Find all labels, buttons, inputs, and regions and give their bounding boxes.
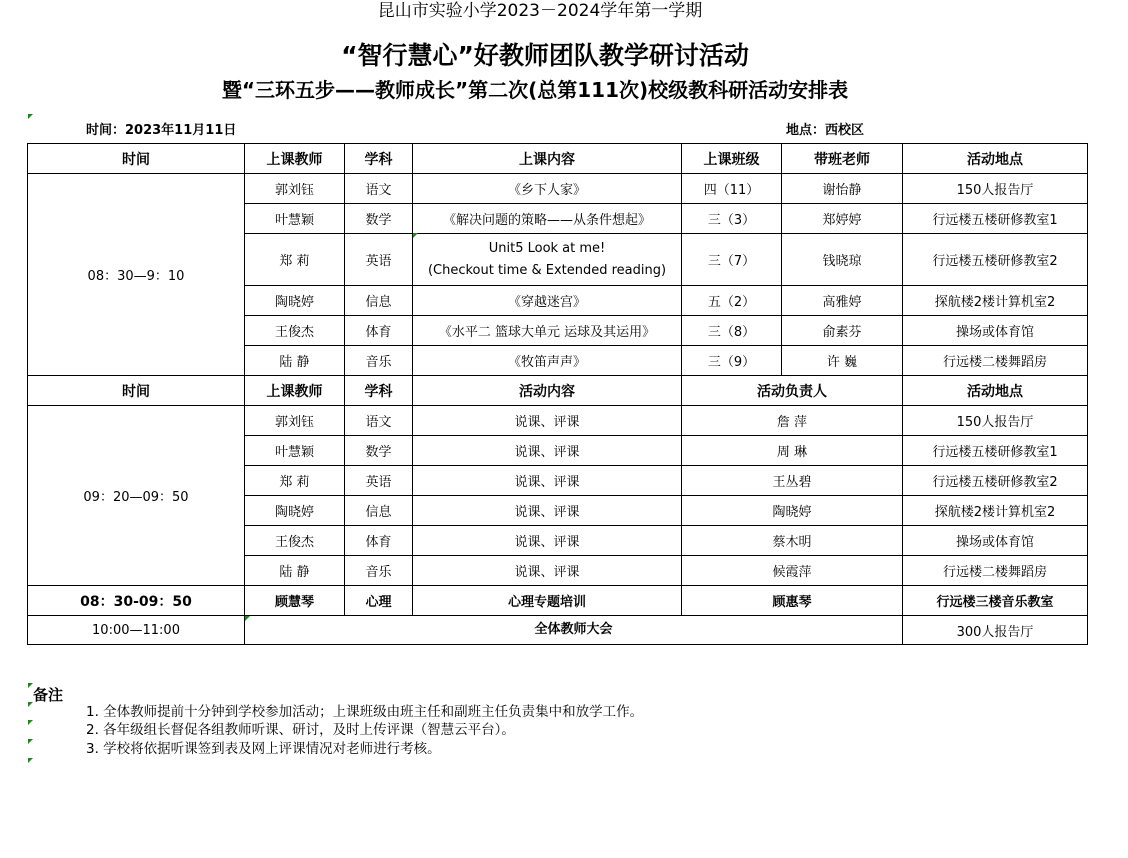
content-cell: 《水平二 篮球大单元 运球及其运用》: [413, 316, 682, 346]
semester-heading: 昆山市实验小学2023－2024学年第一学期: [377, 1, 703, 21]
teacher-cell: 王俊杰: [245, 316, 345, 346]
teacher-cell: 王俊杰: [245, 526, 345, 556]
table-header-row: [28, 376, 1088, 406]
cell-marker-icon: [28, 114, 33, 119]
place-cell: 行远楼五楼研修教室2: [903, 466, 1088, 496]
leader-cell: 周 琳: [682, 436, 903, 466]
notes-title: 备注: [33, 686, 64, 704]
header-cell: 时间: [28, 376, 245, 406]
subject-cell: 音乐: [345, 556, 413, 586]
leader-cell: 俞素芬: [782, 316, 903, 346]
event-location: 地点：西校区: [786, 123, 865, 138]
cell-marker-icon: [28, 702, 33, 707]
class-cell: 五（2）: [682, 286, 782, 316]
header-cell: 学科: [345, 376, 413, 406]
header-cell: 活动内容: [413, 376, 682, 406]
leader-cell: 许 巍: [782, 346, 903, 376]
content-cell: 《解决问题的策略——从条件想起》: [413, 204, 682, 234]
leader-cell: 钱晓琼: [782, 234, 903, 286]
leader-cell: 陶晓婷: [682, 496, 903, 526]
class-cell: 三（8）: [682, 316, 782, 346]
content-cell: 心理专题培训: [413, 586, 682, 616]
place-cell: 行远楼三楼音乐教室: [903, 586, 1088, 616]
subject-cell: 数学: [345, 436, 413, 466]
header-cell: 活动地点: [903, 376, 1088, 406]
teacher-cell: 郑 莉: [245, 234, 345, 286]
cell-marker-icon: [413, 233, 418, 238]
schedule-table: [27, 143, 1088, 645]
leader-cell: 詹 萍: [682, 406, 903, 436]
teacher-cell: 郭刘钰: [245, 406, 345, 436]
teacher-cell: 顾慧琴: [245, 586, 345, 616]
header-cell: 上课班级: [682, 144, 782, 174]
header-cell: 活动地点: [903, 144, 1088, 174]
leader-cell: 顾惠琴: [682, 586, 903, 616]
note-item: 1. 全体教师提前十分钟到学校参加活动；上课班级由班主任和副班主任负责集中和放学工作。: [86, 704, 644, 720]
place-cell: 探航楼2楼计算机室2: [903, 286, 1088, 316]
subject-cell: 数学: [345, 204, 413, 234]
content-cell: 说课、评课: [413, 466, 682, 496]
class-cell: 四（11）: [682, 174, 782, 204]
content-line: (Checkout time & Extended reading): [427, 262, 667, 278]
class-cell: 三（3）: [682, 204, 782, 234]
content-cell: [413, 234, 682, 286]
cell-marker-icon: [28, 758, 33, 763]
subject-cell: 语文: [345, 174, 413, 204]
teacher-cell: 郑 莉: [245, 466, 345, 496]
place-cell: 150人报告厅: [903, 174, 1088, 204]
leader-cell: 高雅婷: [782, 286, 903, 316]
content-cell: 说课、评课: [413, 436, 682, 466]
cell-marker-icon: [245, 616, 250, 621]
assembly-row: [28, 616, 1088, 645]
cell-marker-icon: [28, 720, 33, 725]
teacher-cell: 陶晓婷: [245, 496, 345, 526]
teacher-cell: 陆 静: [245, 346, 345, 376]
subject-cell: 英语: [345, 234, 413, 286]
place-cell: 操场或体育馆: [903, 526, 1088, 556]
time-slot-cell: 10:00—11:00: [28, 616, 245, 645]
subject-cell: 体育: [345, 526, 413, 556]
subject-cell: 音乐: [345, 346, 413, 376]
leader-cell: 郑婷婷: [782, 204, 903, 234]
header-cell: 时间: [28, 144, 245, 174]
leader-cell: 候霞萍: [682, 556, 903, 586]
psych-training-row: [28, 586, 1088, 616]
place-cell: 300人报告厅: [903, 616, 1088, 645]
time-slot-cell: 09：20—09：50: [28, 406, 245, 586]
content-cell: 《牧笛声声》: [413, 346, 682, 376]
teacher-cell: 陶晓婷: [245, 286, 345, 316]
header-cell: 上课教师: [245, 144, 345, 174]
subject-cell: 信息: [345, 286, 413, 316]
time-slot-cell: 08：30-09：50: [28, 586, 245, 616]
place-cell: 行远楼二楼舞蹈房: [903, 346, 1088, 376]
teacher-cell: 郭刘钰: [245, 174, 345, 204]
table-row: [28, 406, 1088, 436]
content-cell: 《乡下人家》: [413, 174, 682, 204]
header-cell: 上课内容: [413, 144, 682, 174]
place-cell: 150人报告厅: [903, 406, 1088, 436]
leader-cell: 王丛碧: [682, 466, 903, 496]
place-cell: 行远楼五楼研修教室2: [903, 234, 1088, 286]
header-cell: 学科: [345, 144, 413, 174]
leader-cell: 谢怡静: [782, 174, 903, 204]
event-date: 时间：2023年11月11日: [86, 123, 237, 138]
cell-marker-icon: [28, 739, 33, 744]
content-cell: 说课、评课: [413, 556, 682, 586]
event-title: “智行慧心”好教师团队教学研讨活动: [341, 41, 749, 70]
time-slot-cell: 08：30—9：10: [28, 174, 245, 376]
subject-cell: 英语: [345, 466, 413, 496]
subject-cell: 心理: [345, 586, 413, 616]
class-cell: 三（7）: [682, 234, 782, 286]
table-row: [28, 174, 1088, 204]
content-cell: 《穿越迷宫》: [413, 286, 682, 316]
table-header-row: [28, 144, 1088, 174]
place-cell: 探航楼2楼计算机室2: [903, 496, 1088, 526]
subject-cell: 语文: [345, 406, 413, 436]
place-cell: 行远楼二楼舞蹈房: [903, 556, 1088, 586]
subject-cell: 体育: [345, 316, 413, 346]
subject-cell: 信息: [345, 496, 413, 526]
place-cell: 行远楼五楼研修教室1: [903, 204, 1088, 234]
teacher-cell: 叶慧颖: [245, 204, 345, 234]
teacher-cell: 陆 静: [245, 556, 345, 586]
content-cell: 说课、评课: [413, 496, 682, 526]
content-cell: 说课、评课: [413, 526, 682, 556]
content-line: Unit5 Look at me!: [488, 240, 606, 256]
class-cell: 三（9）: [682, 346, 782, 376]
header-cell: 活动负责人: [682, 376, 903, 406]
header-cell: 带班老师: [782, 144, 903, 174]
note-item: 2. 各年级组长督促各组教师听课、研讨，及时上传评课（智慧云平台）。: [86, 722, 515, 738]
header-cell: 上课教师: [245, 376, 345, 406]
leader-cell: 蔡木明: [682, 526, 903, 556]
content-cell: 全体教师大会: [245, 616, 903, 645]
content-cell: 说课、评课: [413, 406, 682, 436]
place-cell: 操场或体育馆: [903, 316, 1088, 346]
teacher-cell: 叶慧颖: [245, 436, 345, 466]
event-subtitle: 暨“三环五步——教师成长”第二次(总第111次)校级教科研活动安排表: [221, 78, 849, 102]
place-cell: 行远楼五楼研修教室1: [903, 436, 1088, 466]
note-item: 3. 学校将依据听课签到表及网上评课情况对老师进行考核。: [86, 741, 441, 757]
